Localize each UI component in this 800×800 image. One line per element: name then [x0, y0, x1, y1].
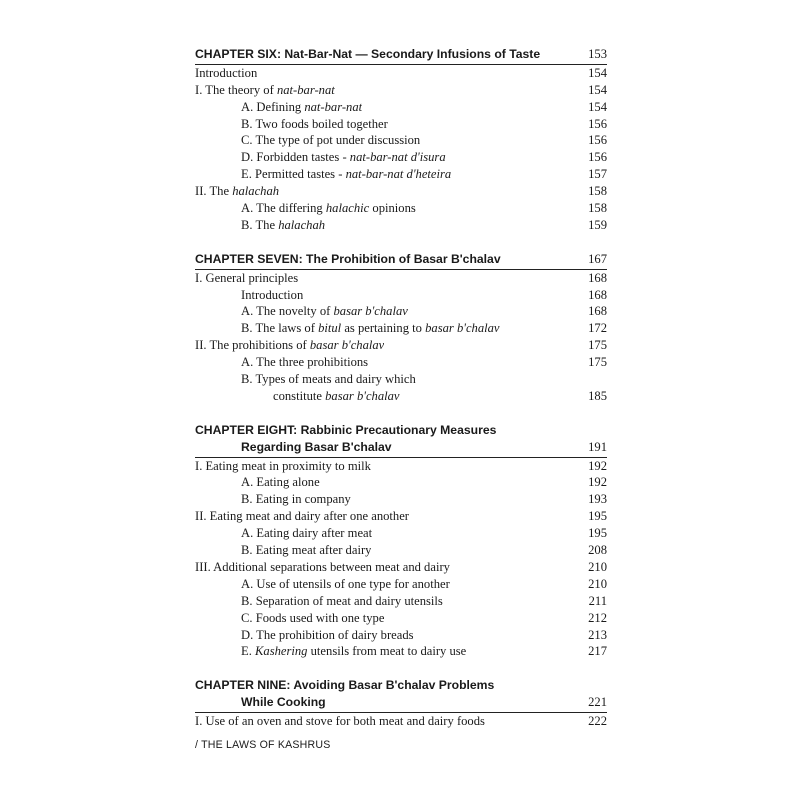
entry-title — [195, 149, 446, 166]
entry-text: E. Permitted tastes - — [241, 167, 346, 182]
entry-title — [195, 593, 443, 610]
toc-entry — [195, 491, 607, 508]
entry-title — [195, 287, 303, 304]
entry-title — [195, 627, 414, 644]
page-number: 193 — [588, 492, 607, 507]
entry-title — [195, 354, 368, 371]
page-number: 211 — [588, 593, 607, 608]
page-number: 159 — [588, 217, 607, 232]
entry-text: C. The type of pot under discussion — [241, 133, 421, 148]
entry-text: opinions — [369, 201, 416, 216]
toc-entry — [195, 303, 607, 320]
italic-term: halachic — [325, 201, 370, 216]
entry-title — [195, 337, 384, 354]
entry-title — [195, 99, 362, 116]
entry-text: A. The novelty of — [241, 304, 334, 319]
italic-term: basar b'chalav — [325, 388, 400, 403]
page-number: 221 — [588, 695, 607, 710]
entry-text: A. Eating dairy after meat — [241, 526, 373, 541]
entry-title — [195, 320, 500, 337]
toc-entry — [195, 65, 607, 82]
entry-text: B. Two foods boiled together — [241, 116, 388, 131]
entry-text: C. Foods used with one type — [241, 610, 385, 625]
chapter-heading — [195, 251, 607, 268]
page-number: 192 — [588, 475, 607, 490]
page-number: 195 — [588, 509, 607, 524]
toc-entry — [195, 576, 607, 593]
page-number: 192 — [588, 458, 607, 473]
italic-term: nat-bar-nat d'heteira — [345, 167, 452, 182]
page-number: 172 — [588, 321, 607, 336]
entry-text: B. Separation of meat and dairy utensils — [241, 593, 443, 608]
italic-term: halachah — [232, 184, 280, 199]
entry-text: II. The prohibitions of — [195, 338, 310, 353]
entry-text: III. Additional separations between meat and dairy — [195, 559, 450, 574]
entry-title — [195, 217, 325, 234]
entry-text: Introduction — [195, 65, 258, 80]
italic-term: nat-bar-nat — [304, 99, 363, 114]
entry-title — [195, 388, 400, 405]
page-number: 156 — [588, 116, 607, 131]
toc-entry — [195, 458, 607, 475]
italic-term: basar b'chalav — [425, 321, 500, 336]
entry-title — [195, 303, 408, 320]
entry-title — [195, 200, 416, 217]
entry-text: utensils from meat to dairy use — [307, 644, 467, 659]
page-number: 175 — [588, 355, 607, 370]
entry-title — [195, 132, 420, 149]
page-number: 210 — [588, 559, 607, 574]
entry-text: D. The prohibition of dairy breads — [241, 627, 414, 642]
italic-term: halachah — [278, 217, 326, 232]
italic-term: Kashering — [255, 644, 308, 659]
toc-entry — [195, 371, 607, 388]
chapter-title: CHAPTER EIGHT: Rabbinic Precautionary Measures — [195, 422, 497, 437]
page-number: 195 — [588, 526, 607, 541]
page-number: 185 — [588, 388, 607, 403]
toc-chapter — [195, 46, 607, 234]
chapter-title: Regarding Basar B'chalav — [241, 439, 392, 454]
entry-text: Introduction — [241, 287, 304, 302]
entry-title — [195, 82, 335, 99]
toc-entry — [195, 337, 607, 354]
toc-entry — [195, 287, 607, 304]
toc-entry — [195, 132, 607, 149]
page-number: 156 — [588, 133, 607, 148]
entry-title — [195, 542, 371, 559]
toc-entry — [195, 320, 607, 337]
toc-entry — [195, 388, 607, 405]
page-number: 222 — [588, 714, 607, 729]
toc-entry — [195, 627, 607, 644]
entry-text: B. The laws of — [241, 321, 319, 336]
italic-term: nat-bar-nat — [276, 82, 335, 97]
toc-entry — [195, 474, 607, 491]
page-number: 212 — [588, 610, 607, 625]
entry-title — [195, 183, 279, 200]
toc-entry — [195, 542, 607, 559]
toc-entry — [195, 166, 607, 183]
entry-text: I. Eating meat in proximity to milk — [195, 458, 371, 473]
entry-text: A. Defining — [241, 99, 305, 114]
chapter-title: While Cooking — [241, 695, 326, 710]
toc-entry — [195, 99, 607, 116]
entry-title — [195, 525, 372, 542]
entry-text: I. The theory of — [195, 82, 277, 97]
entry-text: B. Eating in company — [241, 492, 351, 507]
chapter-heading — [195, 422, 607, 439]
entry-text: as pertaining to — [341, 321, 426, 336]
entry-title — [195, 458, 371, 475]
entry-text: D. Forbidden tastes - — [241, 150, 350, 165]
entry-title — [195, 610, 384, 627]
page-number: 154 — [588, 82, 607, 97]
entry-text: E. — [241, 644, 255, 659]
toc-chapter — [195, 251, 607, 405]
entry-text: B. The — [241, 217, 279, 232]
italic-term: nat-bar-nat d'isura — [349, 150, 446, 165]
entry-text: A. Eating alone — [241, 475, 320, 490]
page-number: 153 — [588, 47, 607, 61]
page-number: 168 — [588, 270, 607, 285]
page-number: 157 — [588, 167, 607, 182]
toc-chapter — [195, 422, 607, 660]
entry-text: A. The three prohibitions — [241, 355, 369, 370]
entry-text: I. General principles — [195, 270, 299, 285]
toc-entry — [195, 183, 607, 200]
toc-entry — [195, 525, 607, 542]
chapter-heading — [195, 694, 607, 711]
entry-title — [195, 116, 388, 133]
toc-entry — [195, 217, 607, 234]
entry-text: II. Eating meat and dairy after one another — [195, 509, 409, 524]
page-number: 208 — [588, 543, 607, 558]
entry-text: B. Eating meat after dairy — [241, 543, 372, 558]
entry-title — [195, 474, 320, 491]
italic-term: basar b'chalav — [333, 304, 408, 319]
toc-entry — [195, 593, 607, 610]
toc-entry — [195, 270, 607, 287]
chapter-heading — [195, 439, 607, 456]
entry-title — [195, 643, 466, 660]
entry-title — [195, 371, 416, 388]
toc-entry — [195, 713, 607, 730]
toc-entry — [195, 559, 607, 576]
entry-title — [195, 559, 450, 576]
entry-title — [195, 166, 451, 183]
chapter-title: CHAPTER SIX: Nat-Bar-Nat — Secondary Infusions of Taste — [195, 47, 541, 61]
page-number: 154 — [588, 65, 607, 80]
page-number: 158 — [588, 201, 607, 216]
entry-title — [195, 576, 450, 593]
entry-title — [195, 713, 485, 730]
toc-entry — [195, 149, 607, 166]
page-number: 191 — [588, 439, 607, 454]
page-number: 210 — [588, 576, 607, 591]
chapter-title: CHAPTER NINE: Avoiding Basar B'chalav Problems — [195, 678, 495, 693]
entry-title — [195, 491, 351, 508]
entry-text: B. Types of meats and dairy which — [241, 372, 416, 387]
page-number: 175 — [588, 338, 607, 353]
toc-entry — [195, 116, 607, 133]
running-footer: / THE LAWS OF KASHRUS — [195, 739, 331, 751]
entry-text: I. Use of an oven and stove for both meat and dairy foods — [195, 714, 485, 729]
page-number: 168 — [588, 304, 607, 319]
chapter-heading — [195, 677, 607, 694]
entry-text: A. The differing — [241, 201, 326, 216]
italic-term: basar b'chalav — [309, 338, 385, 353]
toc-entry — [195, 643, 607, 660]
entry-text: A. Use of utensils of one type for another — [241, 576, 450, 591]
toc-entry — [195, 200, 607, 217]
chapter-heading — [195, 46, 607, 63]
entry-text: constitute — [273, 388, 326, 403]
page-number: 217 — [588, 644, 607, 659]
page-number: 154 — [588, 99, 607, 114]
toc-entry — [195, 508, 607, 525]
entry-text: II. The — [195, 184, 233, 199]
page-number: 167 — [588, 251, 607, 266]
toc-chapter — [195, 677, 607, 730]
page-number: 158 — [588, 184, 607, 199]
page-number: 156 — [588, 150, 607, 165]
chapter-title: CHAPTER SEVEN: The Prohibition of Basar B'chalav — [195, 251, 501, 266]
toc-entry — [195, 610, 607, 627]
page-number: 168 — [588, 287, 607, 302]
table-of-contents — [195, 46, 607, 747]
page-number: 213 — [588, 627, 607, 642]
italic-term: bitul — [318, 321, 342, 336]
entry-title — [195, 508, 409, 525]
toc-entry — [195, 82, 607, 99]
toc-entry — [195, 354, 607, 371]
entry-title — [195, 65, 257, 82]
entry-title — [195, 270, 298, 287]
